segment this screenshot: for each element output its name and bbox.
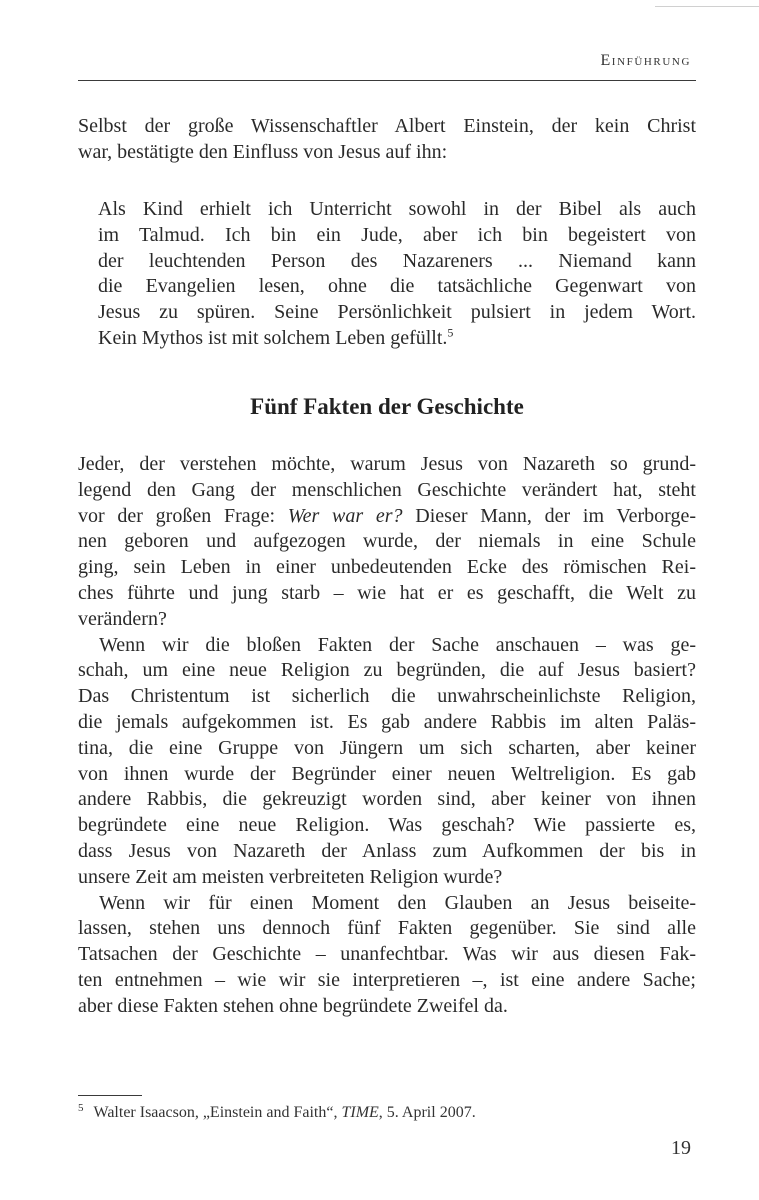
footnote <box>78 1103 476 1123</box>
einstein-quote <box>98 197 696 352</box>
text-line: verändern? <box>78 607 167 630</box>
text-line: von ihnen wurde der Begründer einer neuen Weltreligion. Es gab <box>78 762 696 785</box>
text-line: andere Rabbis, die gekreuzigt worden sind, aber keiner von ihnen <box>78 788 696 811</box>
intro-paragraph <box>78 114 696 166</box>
corner-rule <box>655 6 759 7</box>
text-line: aber diese Fakten stehen ohne begründete Zweifel da. <box>78 994 508 1017</box>
quote-line: der leuchtenden Person des Nazareners ... Niemand kann <box>98 249 696 272</box>
text-line: begründete eine neue Religion. Was geschah? Wie passierte es, <box>78 814 696 837</box>
text-line: lassen, stehen uns dennoch fünf Fakten gegenüber. Sie sind alle <box>78 917 696 940</box>
text-line: Das Christentum ist sicherlich die unwahrscheinlichste Religion, <box>78 685 696 708</box>
text-segment: vor der großen Frage: <box>78 504 288 527</box>
italic-question: Wer war er? <box>287 504 403 527</box>
quote-line: die Evangelien lesen, ohne die tatsächliche Gegenwart von <box>98 275 696 298</box>
text-line: die jemals aufgekommen ist. Es gab andere Rabbis im alten Paläs- <box>78 710 696 733</box>
text-line: ches führte und jung starb – wie hat er es geschafft, die Welt zu <box>78 581 696 604</box>
header-rule <box>78 80 696 81</box>
text-line-with-italic <box>78 504 696 530</box>
footnote-rule <box>78 1095 142 1096</box>
text-line: Wenn wir die bloßen Fakten der Sache anschauen – was ge- <box>99 633 696 656</box>
text-segment: Dieser Mann, der im Verborge- <box>402 504 696 527</box>
text-line: Wenn wir für einen Moment den Glauben an Jesus beiseite- <box>99 891 696 914</box>
footnote-reference[interactable]: 5 <box>447 325 454 340</box>
text-line: ging, sein Leben in einer unbedeutenden Ecke des römischen Rei- <box>78 556 696 579</box>
running-head: Einführung <box>600 52 691 69</box>
text-line: Selbst der große Wissenschaftler Albert Einstein, der kein Christ <box>78 115 696 137</box>
body-text <box>78 452 696 1020</box>
text-line: Jeder, der verstehen möchte, warum Jesus von Nazareth so grund- <box>78 453 696 475</box>
quote-line: Jesus zu spüren. Seine Persönlichkeit pulsiert in jedem Wort. <box>98 301 696 324</box>
text-line: nen geboren und aufgezogen wurde, der niemals in eine Schule <box>78 530 696 553</box>
text-line: ten entnehmen – wie wir sie interpretieren –, ist eine andere Sache; <box>78 968 696 991</box>
quote-line-text: Kein Mythos ist mit solchem Leben gefüllt. <box>98 326 448 349</box>
text-line: schah, um eine neue Religion zu begründen, die auf Jesus basiert? <box>78 659 696 682</box>
text-line: dass Jesus von Nazareth der Anlass zum Aufkommen der bis in <box>78 839 696 862</box>
quote-line-last <box>98 326 696 352</box>
section-heading: Fünf Fakten der Geschichte <box>250 394 524 419</box>
text-line: tina, die eine Gruppe von Jüngern um sich scharten, aber keiner <box>78 736 696 759</box>
footnote-number: 5 <box>78 1101 84 1114</box>
footnote-text: Walter Isaacson, „Einstein and Faith“, <box>93 1104 342 1121</box>
footnote-magazine: TIME <box>341 1104 379 1121</box>
page-number: 19 <box>671 1137 691 1159</box>
text-line: unsere Zeit am meisten verbreiteten Religion wurde? <box>78 865 503 888</box>
quote-line: Als Kind erhielt ich Unterricht sowohl in der Bibel als auch <box>98 198 696 220</box>
text-line: Tatsachen der Geschichte – unanfechtbar. Was wir aus diesen Fak- <box>78 943 696 966</box>
footnote-date: , 5. April 2007. <box>378 1104 476 1121</box>
quote-line: im Talmud. Ich bin ein Jude, aber ich bin begeistert von <box>98 223 696 246</box>
text-line: war, bestätigte den Einfluss von Jesus auf ihn: <box>78 140 448 163</box>
text-line: legend den Gang der menschlichen Geschichte verändert hat, steht <box>78 478 696 501</box>
